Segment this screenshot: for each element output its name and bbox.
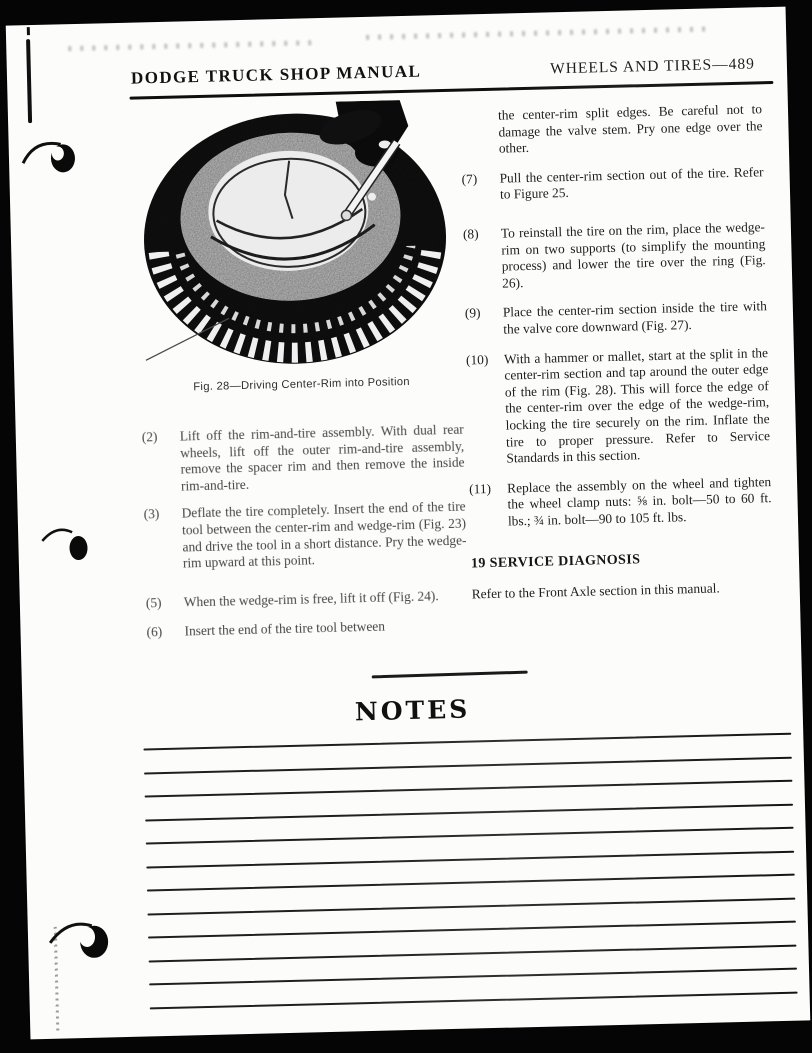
step-text: Place the center-rim section inside the tire with the valve core downward (Fig. 27). xyxy=(502,298,767,337)
binder-pen-mark-tick xyxy=(27,27,30,35)
service-diagnosis-heading: 19 SERVICE DIAGNOSIS xyxy=(470,552,641,572)
step-text: Pull the center-rim section out of the tire. Refer to Figure 25. xyxy=(499,163,764,203)
notes-ruled-line xyxy=(149,944,797,962)
notes-ruled-line xyxy=(145,803,793,821)
step-text: Deflate the tire completely. Insert the end of the tire tool between the center-rim and wedge-rim (Fig. 23) and drive the tool in a short distance. Pry the wedge-rim upward at this point. xyxy=(181,498,467,571)
service-diagnosis-text: Refer to the Front Axle section in this manual. xyxy=(471,580,720,602)
figure-tire-photo xyxy=(138,99,458,375)
step-number: (5) xyxy=(145,594,162,611)
step-number: (7) xyxy=(461,170,478,187)
notes-lines xyxy=(143,733,798,1031)
notes-ruled-line xyxy=(148,921,796,939)
notes-separator-rule xyxy=(372,671,528,678)
step-number: (10) xyxy=(465,351,489,368)
procedure-step xyxy=(461,164,764,205)
notes-ruled-line xyxy=(149,968,797,986)
right-text-column xyxy=(460,101,774,603)
step-number: (8) xyxy=(462,226,479,242)
hole-punch-mark xyxy=(18,128,81,181)
step-text: With a hammer or mallet, start at the split in the center-rim section and tap around the outer edge of the rim (Fig. 28). This will force the edge of the center-rim over the edge of the wedge-rim, locking the tire securely on the rim. Inflate the tire to proper pressure. Refer to Service Standards in this section. xyxy=(503,344,771,466)
notes-ruled-line xyxy=(147,897,795,915)
procedure-step xyxy=(465,299,768,340)
binder-pen-mark xyxy=(26,39,32,123)
manual-title: DODGE TRUCK SHOP MANUAL xyxy=(130,61,422,88)
hole-punch-mark xyxy=(38,520,95,567)
step-text: Replace the assembly on the wheel and tighten the wheel clamp nuts: ⅝ in. bolt—50 to 60 ft. lbs.; ¾ in. bolt—90 to 105 ft. lbs. xyxy=(506,473,772,529)
step-number: (9) xyxy=(464,305,481,321)
notes-ruled-line xyxy=(145,780,793,798)
step-continuation-text: the center-rim split edges. Be careful not to damage the valve stem. Pry one edge over the other. xyxy=(497,101,763,156)
notes-ruled-line xyxy=(146,827,794,845)
procedure-step xyxy=(146,617,468,641)
procedure-step xyxy=(146,587,468,611)
step-text: Insert the end of the tire tool between xyxy=(184,618,386,639)
figure-caption: Fig. 28—Driving Center-Rim into Position xyxy=(193,375,410,394)
step-number: (11) xyxy=(468,480,492,497)
procedure-step xyxy=(463,219,767,293)
left-text-column xyxy=(142,422,469,642)
step-number: (2) xyxy=(141,429,158,445)
notes-ruled-line xyxy=(150,991,798,1009)
procedure-step xyxy=(144,499,468,573)
notes-ruled-line xyxy=(147,874,795,892)
step-number: (3) xyxy=(143,506,160,522)
step-number: (6) xyxy=(146,624,163,640)
manual-page xyxy=(6,7,811,1040)
procedure-step xyxy=(469,474,772,531)
step-text: To reinstall the tire on the rim, place the wedge-rim on two supports (to simplify the mounting process) and lower the tire over the ring (Fig. 26). xyxy=(500,219,766,291)
notes-ruled-line xyxy=(144,756,792,774)
hole-punch-mark xyxy=(45,911,112,969)
notes-ruled-line xyxy=(146,850,794,868)
procedure-step xyxy=(142,422,466,496)
step-text: When the wedge-rim is free, lift it off (Fig. 24). xyxy=(183,588,439,610)
procedure-step xyxy=(466,345,771,469)
notes-heading: NOTES xyxy=(354,694,471,727)
scan-smudge xyxy=(68,40,318,51)
step-text: Lift off the rim-and-tire assembly. With dual rear wheels, lift off the outer rim-and-tire assembly, remove the spacer rim and then remove the inside rim-and-tire. xyxy=(179,421,465,494)
scan-smudge xyxy=(366,27,706,40)
chapter-page-number: WHEELS AND TIRES—489 xyxy=(549,55,756,78)
notes-ruled-line xyxy=(143,733,791,751)
